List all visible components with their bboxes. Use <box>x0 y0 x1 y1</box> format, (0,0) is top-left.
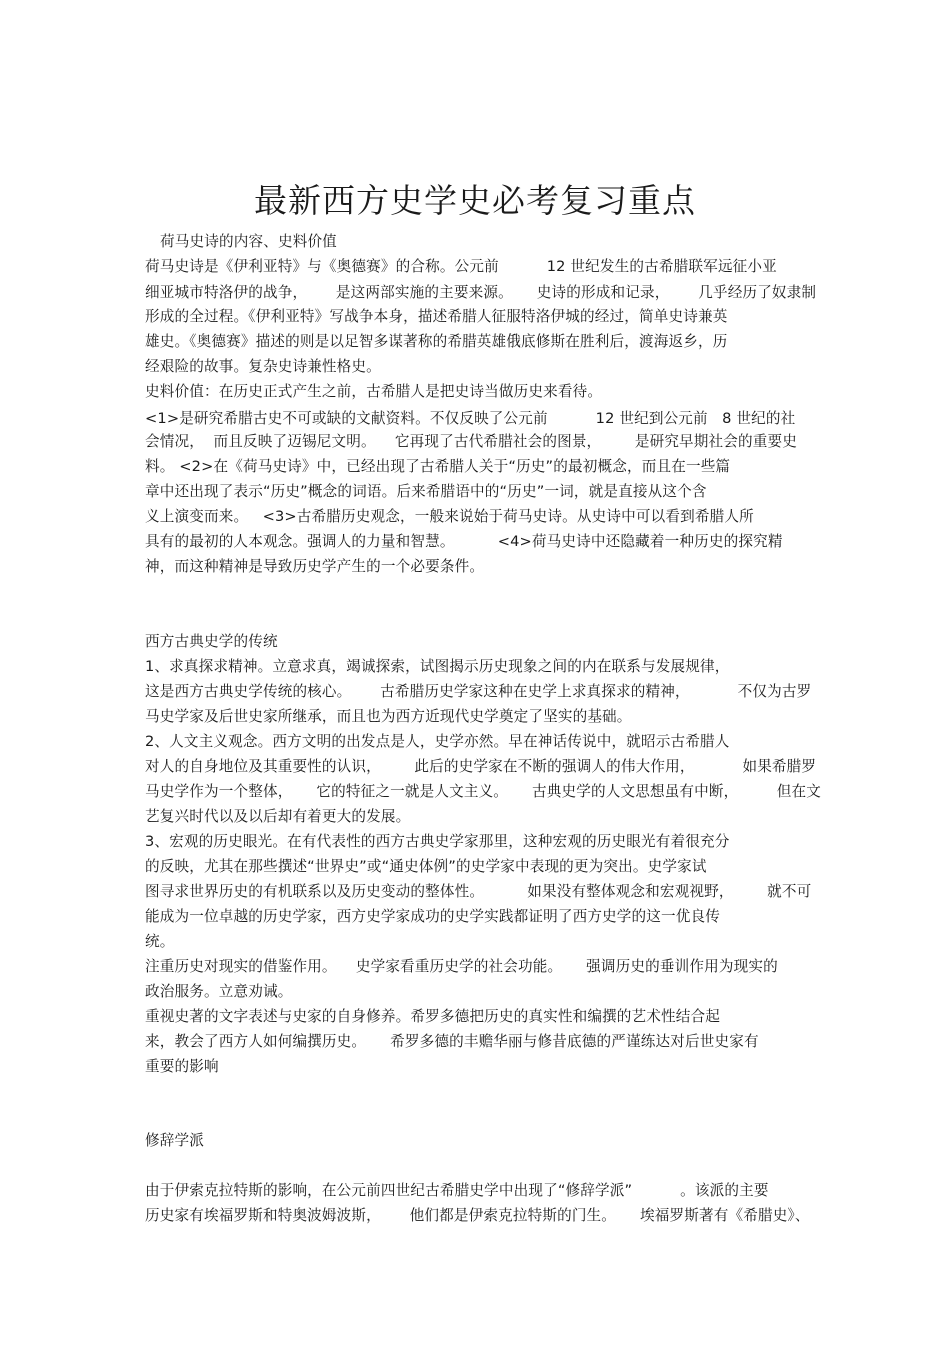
text-line: 章中还出现了表示“历史”概念的词语。后来希腊语中的“历史”一词，就是直接从这个含 <box>145 483 707 500</box>
text-line: 的反映，尤其在那些撰述“世界史”或“通史体例”的史学家中表现的更为突出。史学家试 <box>145 858 707 875</box>
text-line: 图寻求世界历史的有机联系以及历史变动的整体性。 如果没有整体观念和宏观视野， 就不可 <box>145 883 812 900</box>
text-line: 神，而这种精神是导致历史学产生的一个必要条件。 <box>145 558 485 575</box>
section-heading: 荷马史诗的内容、史料价值 <box>160 233 337 250</box>
text-line: 来，教会了西方人如何编撰历史。 希罗多德的丰赡华丽与修昔底德的严谨练达对后世史家有 <box>145 1033 759 1050</box>
text-line: 史料价值：在历史正式产生之前，古希腊人是把史诗当做历史来看待。 <box>145 383 603 400</box>
text-line: 义上演变而来。 <3>古希腊历史观念，一般来说始于荷马史诗。从史诗中可以看到希腊人所 <box>145 508 754 525</box>
text-line: 马史学作为一个整体， 它的特征之一就是人文主义。 古典史学的人文思想虽有中断， 但在文 <box>145 783 821 800</box>
text-line: 料。 <2>在《荷马史诗》中，已经出现了古希腊人关于“历史”的最初概念，而且在一些篇 <box>145 458 731 475</box>
text-line: 能成为一位卓越的历史学家，西方史学家成功的史学实践都证明了西方史学的这一优良传 <box>145 908 721 925</box>
text-line: 经艰险的故事。复杂史诗兼性格史。 <box>145 358 381 375</box>
text-line: 形成的全过程。《伊利亚特》写战争本身，描述希腊人征服特洛伊城的经过，简单史诗兼英 <box>145 308 728 325</box>
text-line: 对人的自身地位及其重要性的认识， 此后的史学家在不断的强调人的伟大作用， 如果希腊罗 <box>145 758 817 775</box>
text-line: 2、人文主义观念。西方文明的出发点是人，史学亦然。早在神话传说中，就昭示古希腊人 <box>145 733 730 750</box>
section-heading: 西方古典史学的传统 <box>145 633 278 650</box>
text-line: 历史家有埃福罗斯和特奥波姆波斯， 他们都是伊索克拉特斯的门生。 埃福罗斯著有《希腊史》、 <box>145 1207 810 1224</box>
text-line: 具有的最初的人本观念。强调人的力量和智慧。 <4>荷马史诗中还隐藏着一种历史的探究精 <box>145 533 783 550</box>
text-line: 统。 <box>145 933 175 950</box>
text-line: 3、宏观的历史眼光。在有代表性的西方古典史学家那里，这种宏观的历史眼光有着很充分 <box>145 833 730 850</box>
text-line: 重要的影响 <box>145 1058 219 1075</box>
text-line: 这是西方古典史学传统的核心。 古希腊历史学家这种在史学上求真探求的精神， 不仅为古罗 <box>145 683 812 700</box>
section-heading: 修辞学派 <box>145 1132 204 1149</box>
text-line: 会情况， 而且反映了迈锡尼文明。 它再现了古代希腊社会的图景， 是研究早期社会的重要史 <box>145 433 798 450</box>
text-line: 政治服务。立意劝诫。 <box>145 983 293 1000</box>
text-line: 重视史著的文字表述与史家的自身修养。希罗多德把历史的真实性和编撰的艺术性结合起 <box>145 1008 721 1025</box>
text-line: <1>是研究希腊古史不可或缺的文献资料。不仅反映了公元前 12 世纪到公元前 8 世纪的社 <box>145 410 796 427</box>
text-line: 马史学家及后世史家所继承，而且也为西方近现代史学奠定了坚实的基础。 <box>145 708 632 725</box>
text-line: 细亚城市特洛伊的战争， 是这两部实施的主要来源。 史诗的形成和记录， 几乎经历了奴隶制 <box>145 284 817 301</box>
text-line: 1、求真探求精神。立意求真，竭诚探索，试图揭示历史现象之间的内在联系与发展规律， <box>145 658 730 675</box>
text-line: 注重历史对现实的借鉴作用。 史学家看重历史学的社会功能。 强调历史的垂训作用为现实的 <box>145 958 778 975</box>
text-line: 雄史。《奥德赛》描述的则是以足智多谋著称的希腊英雄俄底修斯在胜利后，渡海返乡，历 <box>145 333 728 350</box>
text-line: 由于伊索克拉特斯的影响，在公元前四世纪古希腊史学中出现了“修辞学派” 。该派的主要 <box>145 1182 769 1199</box>
text-line: 艺复兴时代以及以后却有着更大的发展。 <box>145 808 411 825</box>
page-title: 最新西方史学史必考复习重点 <box>254 181 696 221</box>
text-line: 荷马史诗是《伊利亚特》与《奥德赛》的合称。公元前 12 世纪发生的古希腊联军远征小亚 <box>145 258 777 275</box>
